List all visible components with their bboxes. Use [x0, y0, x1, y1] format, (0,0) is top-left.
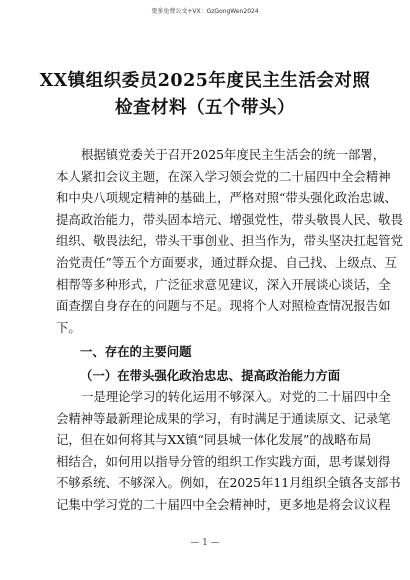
- top-banner-bar: [0, 0, 410, 20]
- intro-line: 本人紧扣会议主题，在深入学习领会党的二十届四中全会精神: [56, 168, 391, 184]
- body-line: 一是理论学习的转化运用不够深入。对党的二十届四中全: [81, 389, 391, 404]
- body-paragraph: [56, 386, 401, 516]
- intro-line: 组织、敬畏法纪，带头干事创业、担当作为，带头坚决扛起管党: [56, 233, 403, 249]
- intro-paragraph: [56, 144, 403, 338]
- intro-line: 和中央八项规定精神的基础上，严格对照“带头强化政治忠诚、: [56, 190, 397, 206]
- intro-line: 面查摆自身存在的问题与不足。现将个人对照检查情况报告如: [56, 298, 391, 314]
- body-line: 记，但在如何将其与XX镇“同县城一体化发展”的战略布局: [56, 432, 372, 448]
- subsection-heading: （一）在带头强化政治忠忠、提高政治能力方面: [80, 368, 341, 383]
- intro-line: 下。: [56, 319, 81, 335]
- document-title-line-1: XX镇组织委员2025年度民主生活会对照: [39, 71, 371, 91]
- section-heading: 一、存在的主要问题: [80, 344, 192, 359]
- intro-line: 治党责任”等五个方面要求，通过群众提、自己找、上级点、互: [56, 254, 397, 270]
- intro-line: 相帮等多种形式，广泛征求意见建议，深入开展谈心谈话，全: [56, 276, 391, 292]
- body-line: 相结合，如何用以指导分管的组织工作实践方面，思考谋划得: [56, 453, 391, 469]
- page-number: — 1 —: [190, 538, 220, 548]
- body-line: 会精神等最新理论成果的学习，有时满足于通读原文、记录笔: [56, 410, 391, 426]
- document-title-line-2: 检查材料（五个带头）: [115, 98, 295, 118]
- promo-banner-text: 更多免费公文+VX：GzGongWen2024: [151, 8, 259, 15]
- body-line: 不够系统、不够深入。例如，在2025年11月组织全镇各支部书: [56, 475, 401, 491]
- intro-line: 提高政治能力，带头固本培元、增强党性，带头敬畏人民、敬畏: [56, 211, 403, 227]
- intro-line: 根据镇党委关于召开2025年度民主生活会的统一部署，: [81, 147, 386, 162]
- body-line: 记集中学习党的二十届四中全会精神时，更多地是将会议议程: [56, 496, 391, 512]
